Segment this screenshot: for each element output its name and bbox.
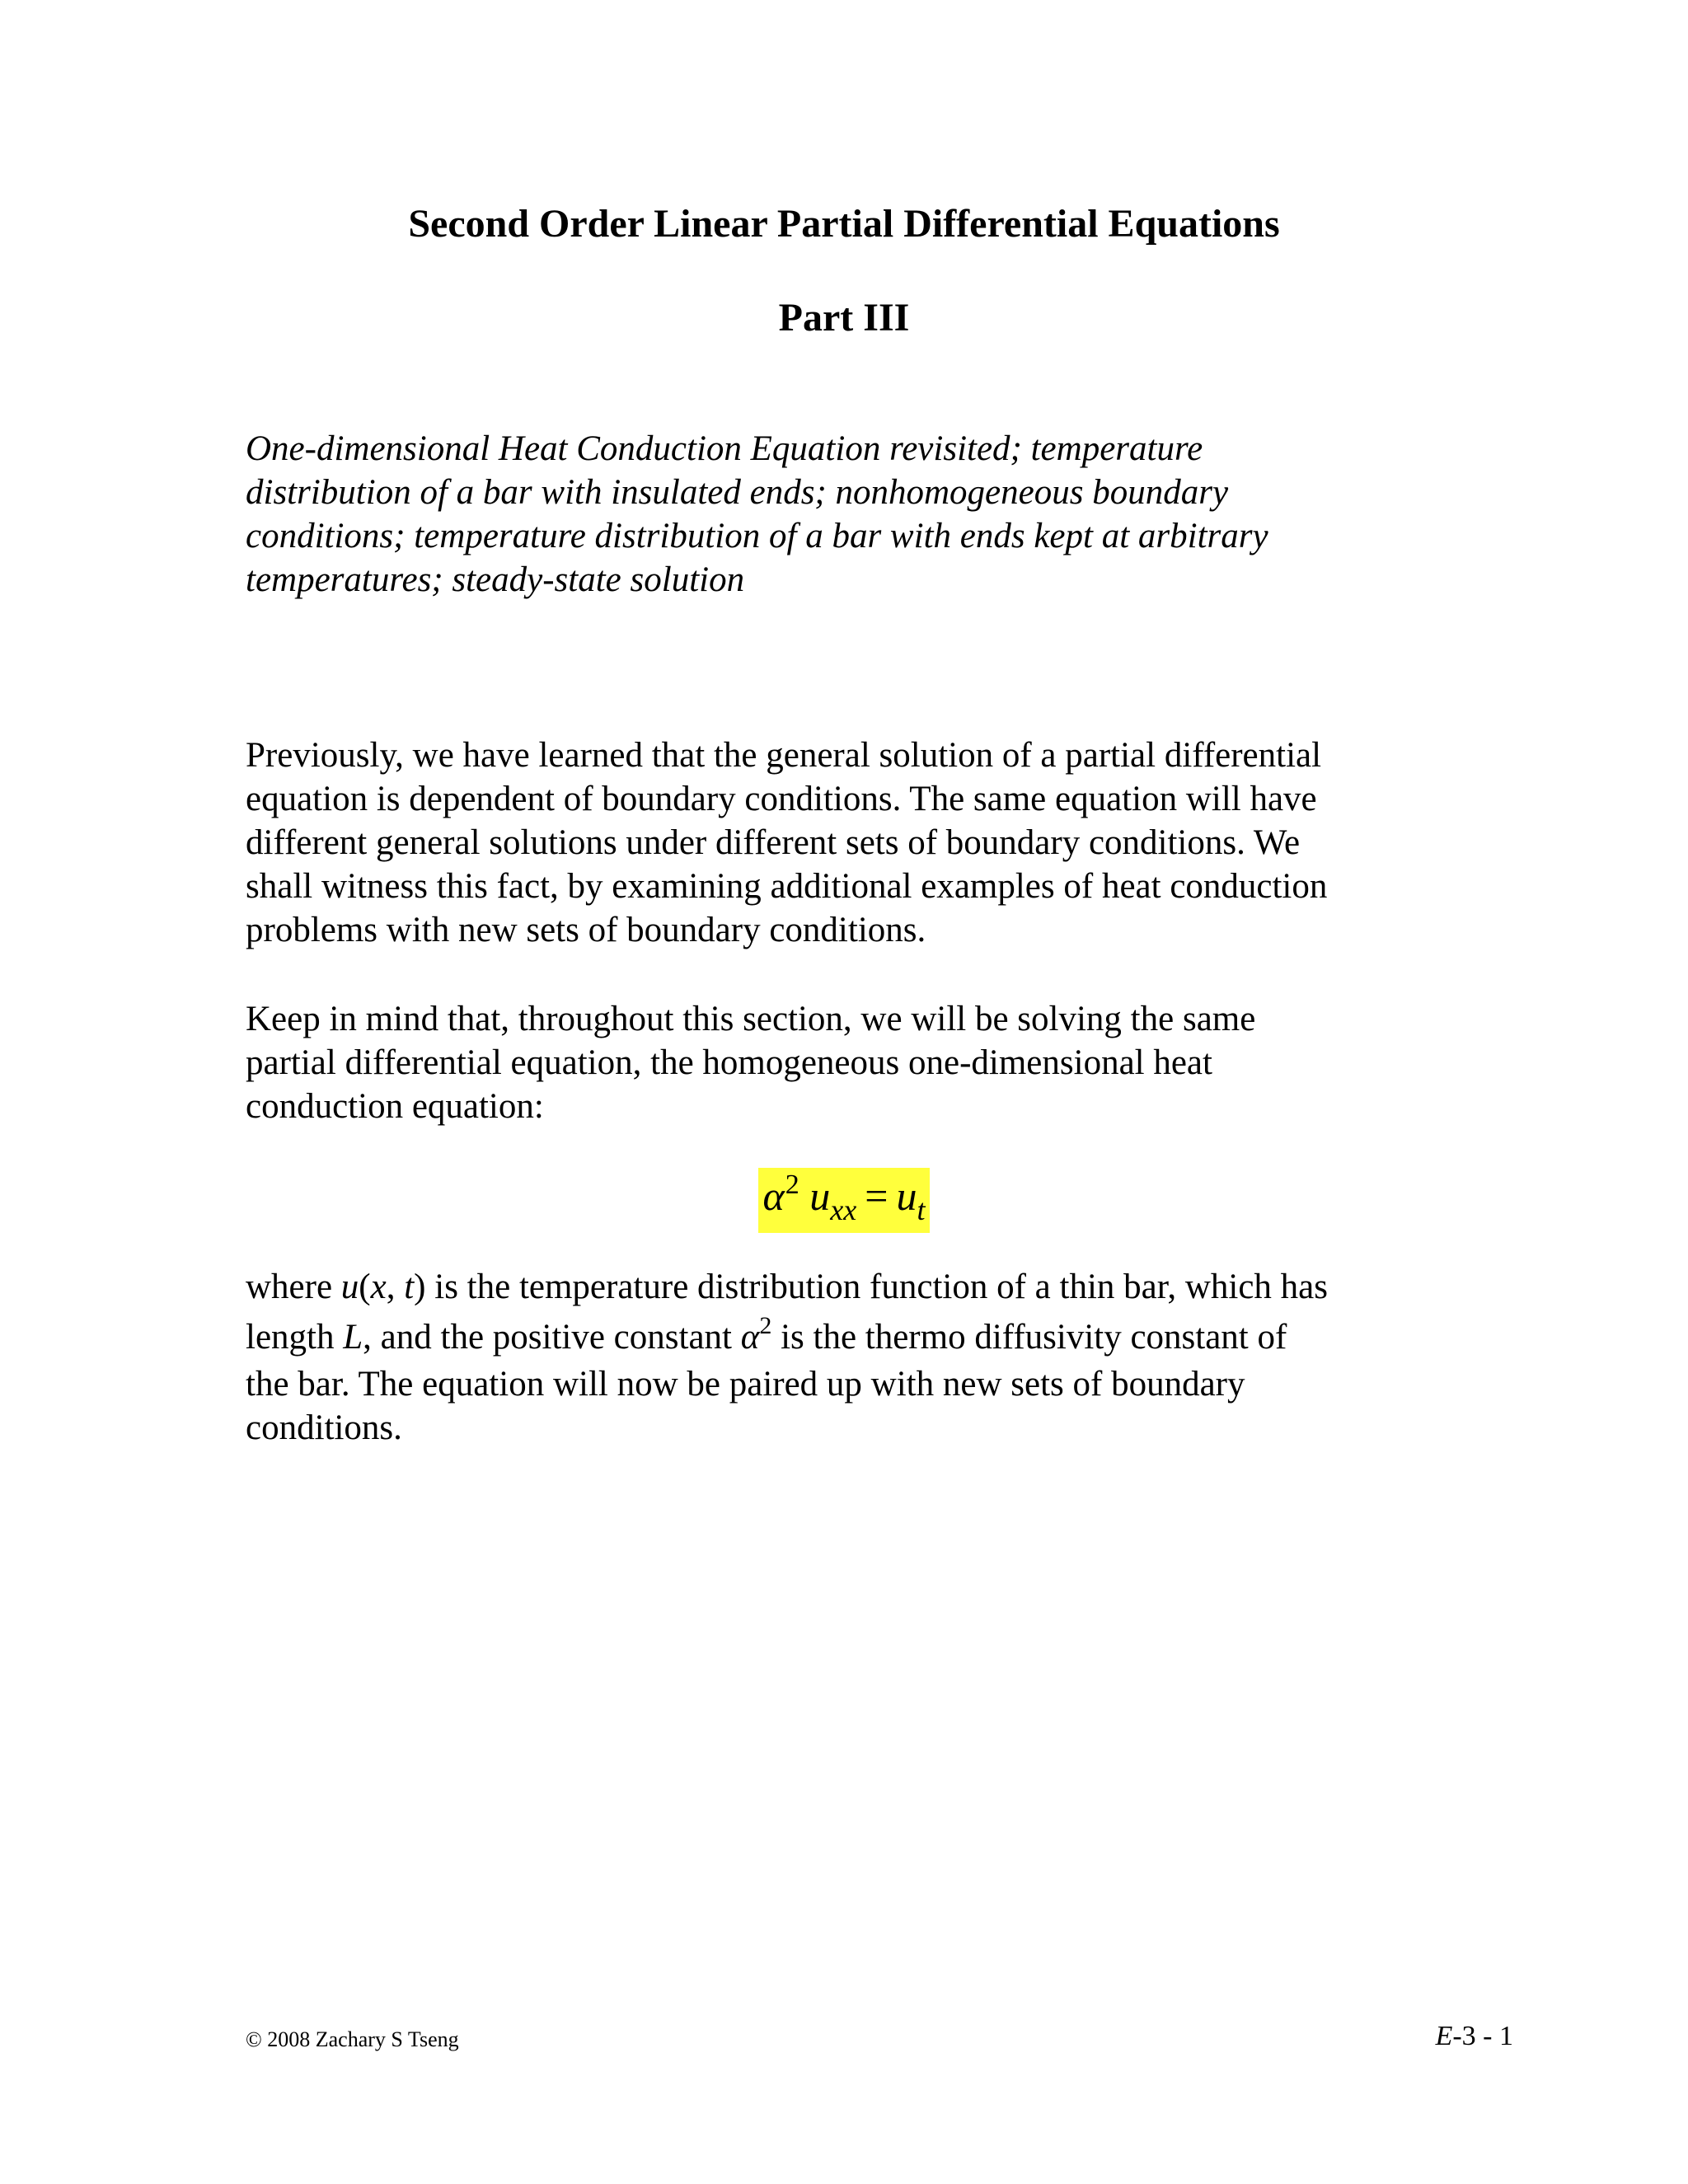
var-x: x — [370, 1268, 387, 1306]
text-run: is the thermo diffusivity constant of — [771, 1318, 1287, 1357]
text-run: where — [246, 1268, 341, 1306]
paragraph-line — [246, 1312, 1482, 1362]
abstract-line: conditions; temperature distribution of a bar with ends kept at arbitrary — [246, 517, 1268, 555]
text-run: length — [246, 1318, 344, 1357]
subscript-xx: xx — [830, 1193, 857, 1226]
abstract — [246, 427, 1482, 602]
paragraph-line: conditions. — [246, 1408, 402, 1447]
alpha-symbol: α — [740, 1318, 760, 1357]
equals-sign: = — [865, 1173, 889, 1219]
abstract-line: One-dimensional Heat Conduction Equation revisited; temperature — [246, 429, 1203, 468]
abstract-line: temperatures; steady-state solution — [246, 560, 745, 599]
alpha-symbol: α — [762, 1173, 785, 1219]
var-L: L — [343, 1318, 363, 1357]
var-u: u — [340, 1268, 359, 1306]
paragraph-keep-in-mind — [246, 997, 1482, 1128]
paragraph-line — [246, 1265, 1482, 1309]
paragraph-line: Keep in mind that, throughout this section, we will be solving the same — [246, 1000, 1256, 1038]
u-symbol: u — [809, 1173, 831, 1219]
paragraph-line: partial differential equation, the homogeneous one-dimensional heat — [246, 1043, 1212, 1082]
page-prefix: E — [1435, 2021, 1453, 2051]
text-run: , and the positive constant — [363, 1318, 741, 1357]
paragraph-line: the bar. The equation will now be paired up with new sets of boundary — [246, 1365, 1245, 1404]
paragraph-line: problems with new sets of boundary conditions. — [246, 911, 926, 949]
subscript-t: t — [917, 1193, 926, 1226]
heat-equation — [758, 1168, 931, 1233]
text-run: ) is the temperature distribution function of a thin bar, which has — [414, 1268, 1328, 1306]
exponent: 2 — [785, 1169, 799, 1200]
text-run: , — [386, 1268, 405, 1306]
u-symbol-right: u — [896, 1173, 917, 1219]
page-subtitle: Part III — [778, 296, 910, 340]
paragraph-where — [246, 1265, 1482, 1450]
text-run: ( — [359, 1268, 371, 1306]
paragraph-line: conduction equation: — [246, 1087, 544, 1126]
paragraph-intro — [246, 733, 1482, 952]
paragraph-line: shall witness this fact, by examining additional examples of heat conduction — [246, 867, 1328, 906]
paragraph-line: equation is dependent of boundary conditions. The same equation will have — [246, 780, 1317, 818]
abstract-line: distribution of a bar with insulated ends; nonhomogeneous boundary — [246, 473, 1229, 512]
footer-page-number — [1436, 2022, 1513, 2051]
var-t: t — [404, 1268, 415, 1306]
page-title: Second Order Linear Partial Differential Equations — [408, 202, 1280, 246]
equation-container — [0, 1168, 1688, 1233]
footer-copyright: © 2008 Zachary S Tseng — [246, 2027, 459, 2051]
page-number: -3 - 1 — [1452, 2021, 1513, 2051]
paragraph-line: different general solutions under different sets of boundary conditions. We — [246, 823, 1301, 862]
paragraph-line: Previously, we have learned that the general solution of a partial differential — [246, 736, 1322, 775]
exponent: 2 — [759, 1312, 772, 1339]
